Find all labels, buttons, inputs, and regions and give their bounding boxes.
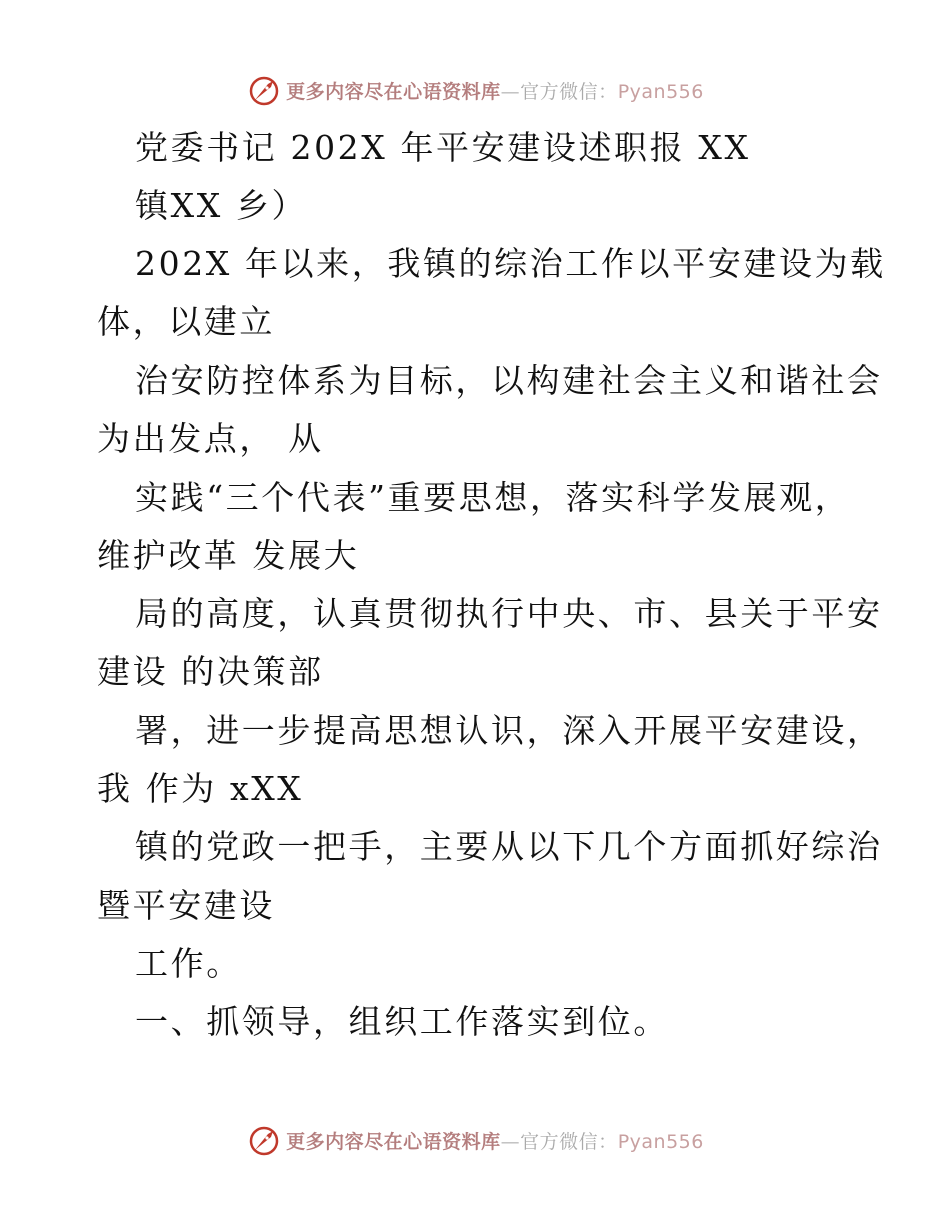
footer-banner-lead: 更多内容尽在心语资料库	[286, 1130, 501, 1153]
header-banner-official: 官方微信：	[520, 80, 618, 103]
footer-banner-official: 官方微信：	[520, 1130, 618, 1153]
pen-nib-circle-logo-icon	[246, 1122, 282, 1158]
doc-line: 维护改革 发展大	[97, 536, 360, 575]
doc-line: 体，以建立	[97, 302, 275, 341]
doc-title-line: 党委书记 202X 年平安建设述职报 XX	[135, 128, 751, 167]
header-banner-wechat-id: Pyan556	[617, 80, 704, 103]
doc-line: 建设 的决策部	[97, 652, 324, 691]
footer-banner-dash: —	[500, 1130, 521, 1153]
doc-line: 我 作为 xXX	[97, 769, 304, 808]
footer-banner	[0, 1120, 950, 1160]
doc-line: 工作。	[135, 944, 242, 983]
doc-line: 镇的党政一把手，主要从以下几个方面抓好综治	[135, 827, 883, 866]
doc-line: 暨平安建设	[97, 886, 275, 925]
header-banner-dash: —	[500, 80, 521, 103]
doc-line: 镇XX 乡）	[135, 186, 308, 225]
doc-line: 治安防控体系为目标，以构建社会主义和谐社会	[135, 361, 883, 400]
doc-section-heading: 一、抓领导，组织工作落实到位。	[135, 1002, 669, 1041]
doc-line: 实践“三个代表”重要思想，落实科学发展观，	[135, 478, 851, 517]
doc-line: 为出发点， 从	[97, 419, 324, 458]
header-banner-lead: 更多内容尽在心语资料库	[286, 80, 501, 103]
doc-line: 202X 年以来，我镇的综治工作以平安建设为载	[135, 244, 886, 283]
footer-banner-wechat-id: Pyan556	[617, 1130, 704, 1153]
footer-banner-text	[286, 1127, 704, 1154]
doc-line: 局的高度，认真贯彻执行中央、市、县关于平安	[135, 594, 883, 633]
doc-line: 署，进一步提高思想认识，深入开展平安建设，	[135, 711, 883, 750]
